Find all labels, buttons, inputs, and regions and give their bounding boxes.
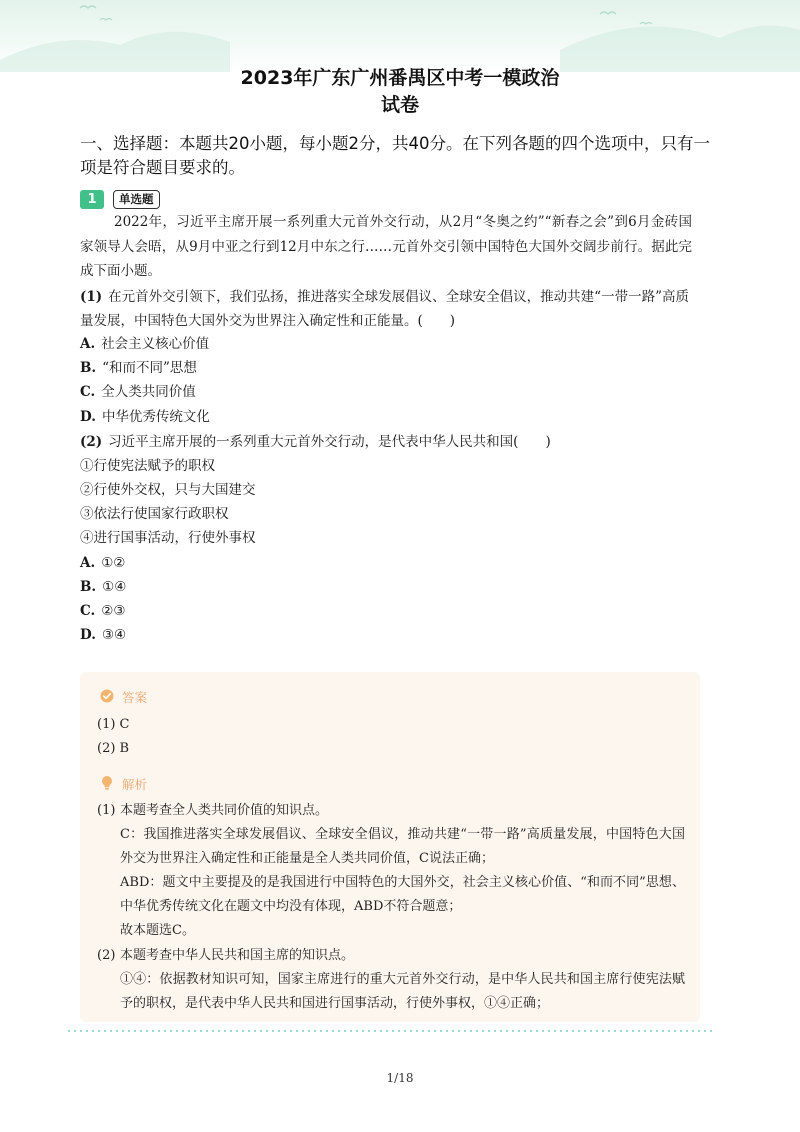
analysis-2-para-2: ①④：依据教材知识可知，国家主席进行的重大元首外交行动，是中华人民共和国主席行使宪法赋予的职权，是代表中华人民共和国进行国事活动，行使外事权，①④正确； xyxy=(120,972,685,1011)
answer-analysis-panel xyxy=(80,672,700,1022)
option-text: ①④ xyxy=(102,579,127,595)
analysis-2-para-1: 本题考查中华人民共和国主席的知识点。 xyxy=(120,948,355,963)
answer-line-2: (2) B xyxy=(97,741,130,756)
answer-line-1: (1) C xyxy=(97,717,130,732)
sub-question-1-label: (1) xyxy=(80,289,103,305)
option-label: B. xyxy=(80,579,97,595)
option-1-b xyxy=(80,356,197,380)
document-title: 2023年广东广州番禺区中考一模政治 xyxy=(240,67,560,89)
option-label: D. xyxy=(80,627,96,643)
statement-4: ④进行国事活动，行使外事权 xyxy=(80,530,256,546)
header-decoration xyxy=(0,0,800,72)
analysis-label: 解析 xyxy=(122,777,148,792)
sub-question-1 xyxy=(80,285,692,333)
option-1-c xyxy=(80,380,196,404)
analysis-1-number: (1) xyxy=(97,803,116,818)
option-label: C. xyxy=(80,384,96,400)
option-label: A. xyxy=(80,555,96,571)
analysis-2-number: (2) xyxy=(97,948,116,963)
option-2-d xyxy=(80,623,126,647)
dotted-divider xyxy=(66,1030,716,1032)
statement-1: ①行使宪法赋予的职权 xyxy=(80,458,215,474)
page-number: 1/18 xyxy=(386,1071,414,1085)
statement-3: ③依法行使国家行政职权 xyxy=(80,506,229,522)
option-2-c xyxy=(80,599,125,623)
option-1-d xyxy=(80,405,210,429)
option-text: ③④ xyxy=(101,627,127,643)
sub-question-2 xyxy=(80,430,551,454)
option-2-b xyxy=(80,575,126,599)
option-text: 全人类共同价值 xyxy=(101,384,196,400)
option-2-a xyxy=(80,551,125,575)
sub-question-1-text: 在元首外交引领下，我们弘扬，推进落实全球发展倡议、全球安全倡议，推动共建“一带一路”高质量发展，中国特色大国外交为世界注入确定性和正能量。( ) xyxy=(80,289,689,329)
option-text: “和而不同”思想 xyxy=(102,360,197,376)
option-text: 中华优秀传统文化 xyxy=(101,409,210,425)
sub-question-2-text: 习近平主席开展的一系列重大元首外交行动，是代表中华人民共和国( ) xyxy=(108,434,551,450)
sub-question-2-label: (2) xyxy=(80,434,103,450)
answer-label: 答案 xyxy=(122,690,148,705)
check-circle-icon xyxy=(100,689,114,703)
option-text: 社会主义核心价值 xyxy=(101,336,210,352)
lightbulb-icon xyxy=(100,775,114,791)
section-heading: 一、选择题：本题共20小题，每小题2分，共40分。在下列各题的四个选项中，只有一项是符合题目要求的。 xyxy=(80,134,710,177)
option-label: C. xyxy=(80,603,96,619)
option-label: B. xyxy=(80,360,97,376)
analysis-1-para-1: 本题考查全人类共同价值的知识点。 xyxy=(120,803,329,818)
option-1-a xyxy=(80,332,209,356)
statement-2: ②行使外交权，只与大国建交 xyxy=(80,482,256,498)
analysis-1-para-2: C：我国推进落实全球发展倡议、全球安全倡议，推动共建“一带一路”高质量发展，中国特色大国外交为世界注入确定性和正能量是全人类共同价值，C说法正确； xyxy=(120,827,685,866)
option-text: ②③ xyxy=(101,603,126,619)
option-text: ①② xyxy=(101,555,126,571)
option-label: D. xyxy=(80,409,96,425)
analysis-1-para-3: ABD：题文中主要提及的是我国进行中国特色的大国外交，社会主义核心价值、“和而不同”思想、中华优秀传统文化在题文中均没有体现，ABD不符合题意； xyxy=(120,875,685,914)
question-number-badge: 1 xyxy=(80,190,104,209)
document-title-line2: 试卷 xyxy=(380,94,419,116)
mountain-bird-decoration-icon xyxy=(0,0,800,72)
question-type-badge: 单选题 xyxy=(113,190,160,209)
option-label: A. xyxy=(80,336,96,352)
analysis-1-para-4: 故本题选C。 xyxy=(120,923,195,938)
question-stem: 2022年，习近平主席开展一系列重大元首外交行动，从2月“冬奥之约”“新春之会”到6月金砖国家领导人会晤，从9月中亚之行到12月中东之行……元首外交引领中国特色大国外交阔步前行。据此完成下面小题。 xyxy=(80,214,692,279)
